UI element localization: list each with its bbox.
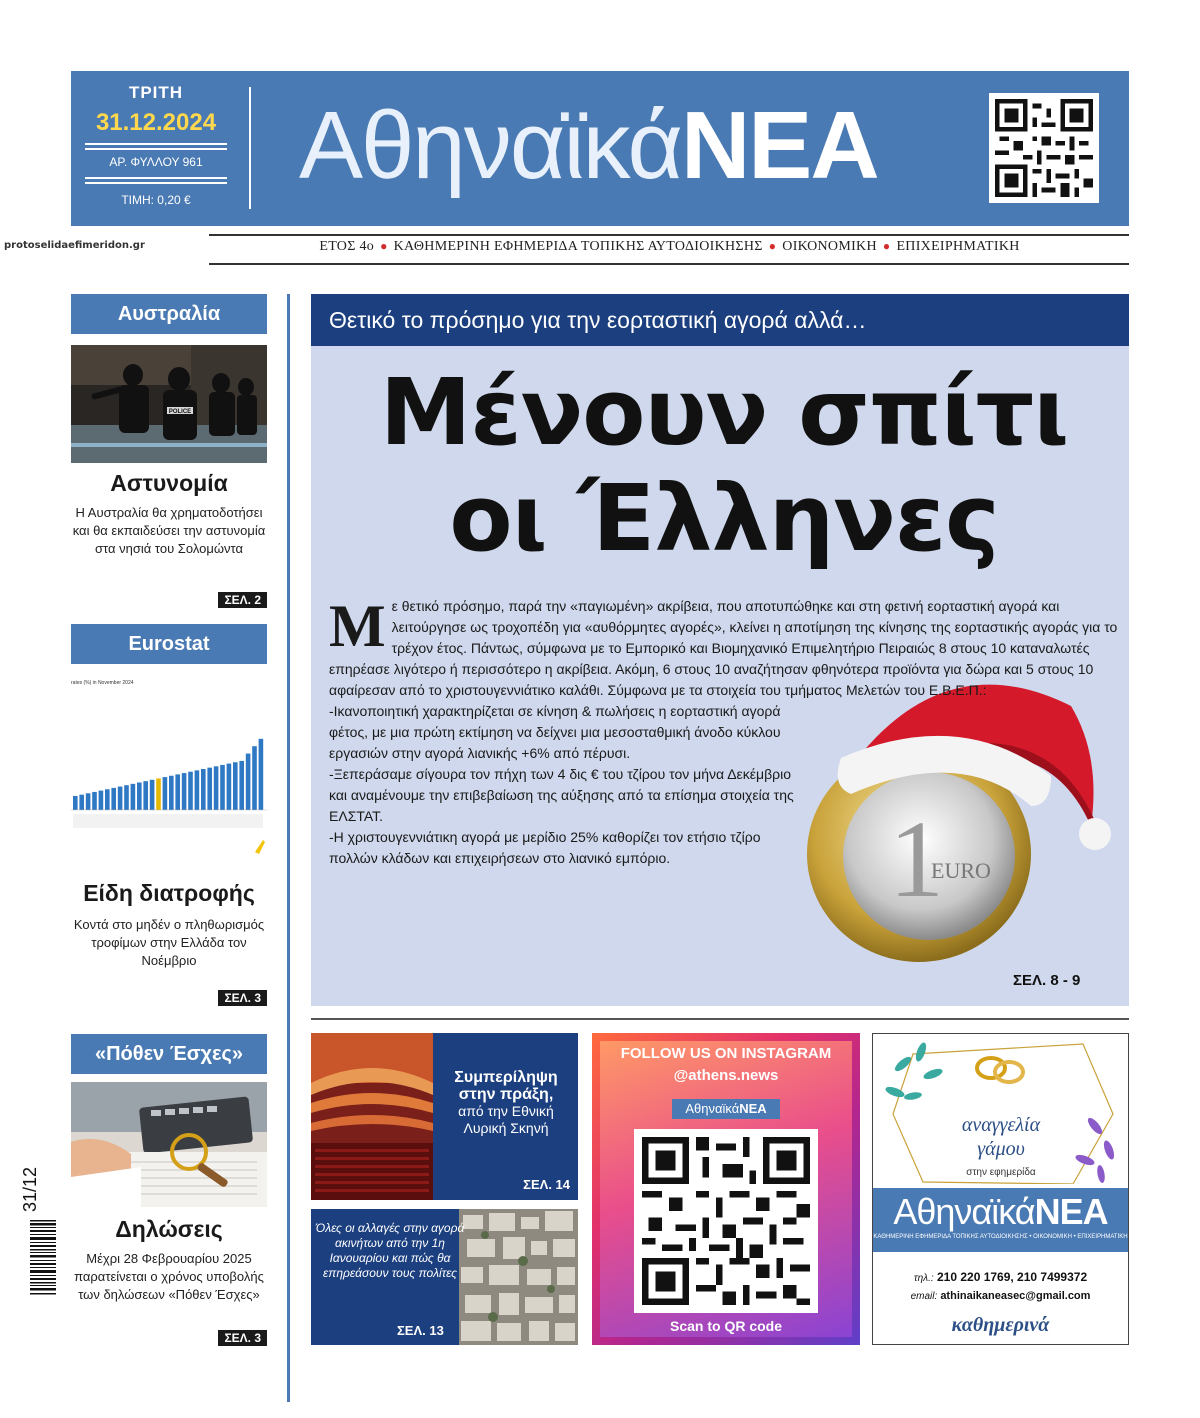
- divider: [85, 143, 227, 145]
- inflation-chart: [71, 674, 267, 864]
- newspaper-logo: [299, 91, 949, 201]
- police-photo: [71, 345, 267, 463]
- story-bullet: -Ξεπεράσαμε σίγουρα τον πήχη των 4 δις € του τζίρου τον μήνα Δεκέμβριο και αναμένουμε την επιβεβαίωση της αύξησης από τα επίσημα στοιχεία της ΕΛΣΤΑΤ.: [329, 766, 794, 824]
- wedding-frequency: καθημερινά: [951, 1314, 1050, 1336]
- email-label: email:: [910, 1291, 938, 1302]
- page-ref: ΣΕΛ. 8 - 9: [1013, 972, 1081, 989]
- wedding-ad-tagline: ΚΑΘΗΜΕΡΙΝΗ ΕΦΗΜΕΡΙΔΑ ΤΟΠΙΚΗΣ ΑΥΤΟΔΙΟΙΚΗΣΗΣ • ΟΙΚΟΝΟΜΙΚΗ • ΕΠΙΧΕΙΡΗΜΑΤΙΚΗ: [873, 1234, 1128, 1240]
- coin-digit: 1: [889, 798, 944, 920]
- source-site: protoselidaefimeridon.gr: [4, 240, 145, 251]
- chart-bar: [201, 769, 206, 810]
- strip-rule-bottom: [209, 263, 1129, 265]
- story-headline: [329, 360, 1119, 572]
- instagram-qr-icon[interactable]: [634, 1129, 818, 1313]
- barcode-date: 31/12: [20, 1166, 40, 1212]
- phone-label: τηλ.:: [913, 1273, 934, 1284]
- chart-bar: [195, 770, 200, 810]
- chart-bar: [156, 778, 161, 810]
- chart-bar: [79, 795, 84, 810]
- chart-bar: [86, 793, 91, 810]
- chart-bar: [182, 773, 187, 810]
- chart-bar: [131, 784, 136, 810]
- chart-bar: [73, 796, 78, 810]
- instagram-ad[interactable]: [592, 1033, 860, 1345]
- opera-line: από την Εθνική: [458, 1103, 554, 1119]
- story-kicker: Θετικό το πρόσημο για την εορταστική αγορά αλλά…: [311, 294, 1129, 346]
- page-ref: ΣΕΛ. 14: [523, 1177, 570, 1192]
- instagram-ad-logo: [672, 1099, 780, 1119]
- phone-numbers: 210 220 1769, 210 7499372: [936, 1270, 1088, 1284]
- chart-bar: [259, 739, 264, 810]
- issue-date: 31.12.2024: [95, 109, 217, 136]
- logo-bold: ΝΕΑ: [1034, 1191, 1108, 1232]
- lead-text: ε θετικό πρόσημο, παρά την «παγιωμένη» ακρίβεια, που αποτυπώθηκε και στη φετινή εορταστική αγορά και λειτούργησε ως τροχοπέδη για «αυθόρμητες αγορές», κλείνει η αποτίμηση της κίνησης της εορταστικής αγοράς για το τρέχον έτος. Πάντως, σύμφωνα με το Εμπορικό και Βιομηχανικό Επιμελητήριο Πειραιώς 8 στους 10 καταναλωτές επηρέασε λιγότερο ή περισσότερο η ακρίβεια. Ακόμη, 6 στους 10 αναζήτησαν φθηνότερα προϊόντα για δώρα και 5 στους 10 αφαίρεσαν από το χριστουγεννιάτικο καλάθι. Σύμφωνα με τα στοιχεία του τμήματος Μελετών του Ε.Β.Ε.Π.:: [329, 598, 1118, 698]
- chart-bar: [111, 788, 116, 810]
- opera-headline: [439, 1069, 573, 1137]
- wedding-ad-logo: [873, 1192, 1128, 1232]
- logo-thin: Αθηναϊκά: [299, 92, 681, 199]
- calculator-photo: [71, 1082, 267, 1207]
- chart-bar: [188, 772, 193, 810]
- sidebar-story-eurostat[interactable]: [71, 624, 267, 1008]
- sidebar-title: Είδη διατροφής: [83, 880, 255, 906]
- opera-story[interactable]: [311, 1033, 578, 1200]
- main-story[interactable]: [311, 346, 1129, 1006]
- headline-line: οι Έλληνες: [449, 465, 999, 572]
- wedding-ad-logo-band: [873, 1188, 1128, 1252]
- instagram-follow-text: FOLLOW US ON INSTAGRAM: [620, 1045, 832, 1062]
- sidebar-title: Δηλώσεις: [115, 1216, 223, 1242]
- city-aerial-photo: [459, 1209, 578, 1345]
- instagram-cta: Scan to QR code: [669, 1318, 783, 1334]
- opera-line: Συμπερίληψη: [454, 1069, 558, 1086]
- wedding-rings-icon: [873, 1034, 1128, 1184]
- chart-bar: [118, 787, 123, 810]
- instagram-handle: @athens.news: [673, 1067, 779, 1084]
- logo-thin: Αθηναϊκά: [685, 1101, 740, 1116]
- sidebar-label: Eurostat: [71, 624, 267, 664]
- chart-bar: [233, 762, 238, 810]
- strip-rule-top: [209, 234, 1129, 236]
- wedding-title: γάμου: [977, 1138, 1025, 1160]
- dropcap: Μ: [329, 593, 386, 659]
- sidebar-label: «Πόθεν Έσχες»: [71, 1034, 267, 1074]
- story-bullet: -Η χριστουγεννιάτικη αγορά με μερίδιο 25% καθορίζει τον ετήσιο τζίρο πολλών κλάδων και επιχειρήσεων στο λιανικό εμπόριο.: [329, 829, 761, 866]
- chart-bar: [207, 768, 212, 810]
- wedding-title: αναγγελία: [961, 1114, 1041, 1136]
- opera-line: Λυρική Σκηνή: [463, 1120, 549, 1136]
- chart-bar: [143, 781, 148, 810]
- issue-day: ΤΡΙΤΗ: [128, 83, 184, 102]
- sidebar-summary: Κοντά στο μηδέν ο πληθωρισμός τροφίμων στην Ελλάδα τον Νοέμβριο: [73, 917, 265, 968]
- section-rule: [311, 1018, 1129, 1020]
- sidebar-label: Αυστραλία: [71, 294, 267, 334]
- wedding-phone: [873, 1270, 1128, 1284]
- opera-line: στην πράξη,: [458, 1086, 554, 1103]
- sidebar-summary: Μέχρι 28 Φεβρουαρίου 2025 παρατείνεται ο χρόνος υποβολής των δηλώσεων «Πόθεν Έσχες»: [74, 1251, 264, 1302]
- tagline-item: ΕΠΙΧΕΙΡΗΜΑΤΙΚΗ: [896, 239, 1020, 254]
- chart-bar: [92, 792, 97, 810]
- page-ref: ΣΕΛ. 3: [218, 1330, 267, 1346]
- page-ref: ΣΕΛ. 3: [218, 990, 267, 1006]
- page-ref: ΣΕΛ. 13: [397, 1323, 444, 1338]
- tagline-item: ΕΤΟΣ 4ο: [319, 239, 375, 254]
- chart-bar: [214, 766, 219, 810]
- bullet-icon: ●: [380, 239, 388, 253]
- tagline-item: ΚΑΘΗΜΕΡΙΝΗ ΕΦΗΜΕΡΙΔΑ ΤΟΠΙΚΗΣ ΑΥΤΟΔΙΟΙΚΗΣΗΣ: [393, 239, 763, 254]
- opera-hall-photo: [311, 1033, 433, 1200]
- masthead-divider: [249, 87, 251, 209]
- divider: [85, 148, 227, 150]
- chart-bar: [252, 746, 257, 810]
- logo-thin: Αθηναϊκά: [893, 1191, 1035, 1232]
- issue-info: [71, 71, 241, 226]
- tagline-item: ΟΙΚΟΝΟΜΙΚΗ: [782, 239, 877, 254]
- chart-bar: [99, 791, 104, 810]
- page-ref: ΣΕΛ. 2: [218, 592, 267, 608]
- logo-bold: ΝΕΑ: [739, 1101, 767, 1116]
- barcode-icon: [22, 1218, 62, 1298]
- logo-bold: ΝΕΑ: [680, 92, 878, 199]
- tagline: [217, 239, 1122, 255]
- wedding-ad[interactable]: [872, 1033, 1129, 1345]
- issue-price: ΤΙΜΗ: 0,20 €: [121, 193, 191, 207]
- bullet-icon: ●: [882, 239, 891, 253]
- realty-story[interactable]: [311, 1209, 578, 1345]
- coin-label: EURO: [931, 858, 991, 883]
- wedding-subtitle: στην εφημερίδα: [966, 1167, 1036, 1178]
- sidebar-title: Αστυνομία: [110, 470, 228, 496]
- chart-bar: [227, 764, 232, 810]
- chart-bar: [163, 777, 168, 810]
- police-label: POLICE: [168, 409, 192, 415]
- chart-bar: [137, 783, 142, 811]
- chart-bar: [220, 765, 225, 810]
- sidebar-summary: Η Αυστραλία θα χρηματοδοτήσει και θα εκπαιδεύσει την αστυνομία στα νησιά του Σολομώντα: [72, 505, 266, 556]
- masthead-qr-icon: [989, 93, 1099, 203]
- issue-number: ΑΡ. ΦΥΛΛΟΥ 961: [109, 155, 203, 169]
- story-body: [329, 593, 1119, 869]
- column-rule: [287, 294, 290, 1402]
- bullet-icon: ●: [768, 239, 777, 253]
- chart-bar: [246, 754, 251, 810]
- headline-line: Μένουν σπίτι: [379, 359, 1069, 466]
- wedding-email: [873, 1290, 1128, 1302]
- story-lead: [329, 593, 1119, 701]
- chart-bar: [175, 774, 180, 810]
- chart-bar: [124, 785, 129, 810]
- sidebar-story-australia[interactable]: [71, 294, 267, 610]
- email-address: athinaikaneasec@gmail.com: [940, 1290, 1091, 1302]
- story-bullet: -Ικανοποιητική χαρακτηρίζεται σε κίνηση & πωλήσεις η εορταστική αγορά φέτος, με μια πρώτη εκτίμηση να δείχνει μια μεσοσταθμική άνοδο κύκλου εργασιών στην αγορά λιανικής +6% από πέρυσι.: [329, 703, 781, 761]
- sidebar-story-pothen-esxes[interactable]: [71, 1034, 267, 1346]
- chart-caption: rates (%) in November 2024: [71, 680, 134, 686]
- realty-headline: Όλες οι αλλαγές στην αγορά ακινήτων από την 1η Ιανουαρίου και πώς θα επηρεάσουν τους πολίτες: [315, 1221, 465, 1280]
- masthead: [71, 71, 1129, 226]
- divider: [85, 177, 227, 179]
- chart-bar: [150, 780, 155, 810]
- chart-bar: [105, 789, 110, 810]
- chart-bar: [169, 776, 174, 810]
- chart-bar: [239, 761, 244, 810]
- divider: [85, 182, 227, 184]
